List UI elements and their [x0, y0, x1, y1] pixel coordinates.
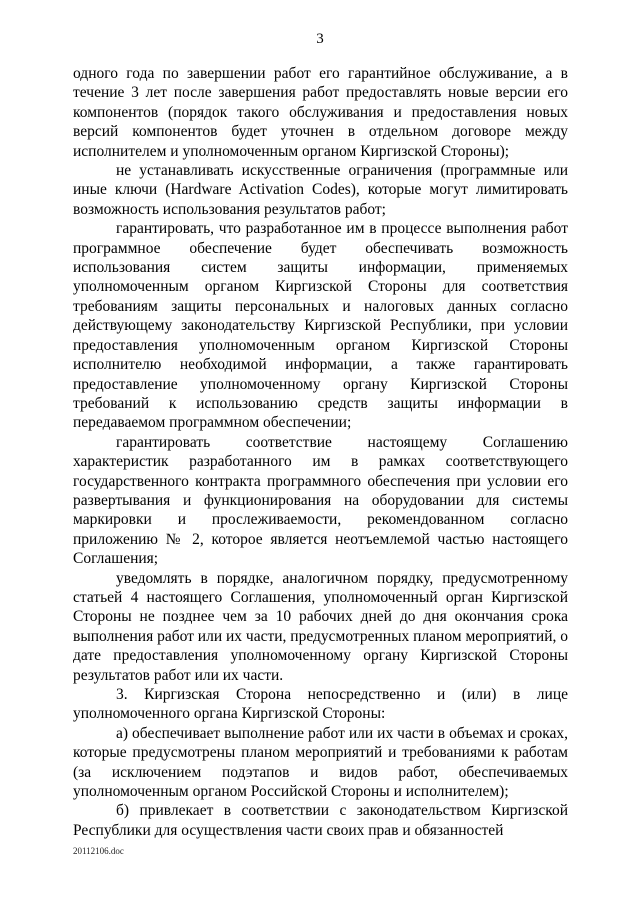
paragraph-continuation: одного года по завершении работ его гарантийное обслуживание, а в течение 3 лет после завершения работ предоставлять новые версии его компонентов (порядок такого обслуживания и предоставления новых версий компонентов будет уточнен в отдельном договоре между исполнителем и уполномоченным органом Киргизской Стороны); [73, 65, 568, 160]
paragraph-no-restrictions: не устанавливать искусственные ограничения (программные или иные ключи (Hardware Activation Codes), которые могут лимитировать возможность использования результатов работ; [73, 162, 568, 218]
page-number: 3 [316, 31, 324, 47]
paragraph-clause-3a: а) обеспечивает выполнение работ или их части в объемах и сроках, которые предусмотрены планом мероприятий и требованиями к работам (за исключением подэтапов и видов работ, обеспечиваемых уполномоченным органом Российской Стороны и исполнителем); [73, 724, 568, 801]
paragraph-clause-3: 3. Киргизская Сторона непосредственно и (или) в лице уполномоченного органа Киргизской Стороны: [73, 686, 568, 723]
paragraph-clause-3b: б) привлекает в соответствии с законодательством Киргизской Республики для осуществления части своих прав и обязанностей [73, 802, 568, 839]
paragraph-conformance-guarantee: гарантировать соответствие настоящему Соглашению характеристик разработанного им в рамках соответствующего государственного контракта программного обеспечения при условии его развертывания и функционирования на оборудовании для системы маркировки и прослеживаемости, рекомендованном согласно приложению № 2, которое является неотъемлемой частью настоящего Соглашения; [73, 433, 568, 568]
footer-filename: 20112106.doc [73, 846, 124, 856]
paragraph-notification: уведомлять в порядке, аналогичном порядку, предусмотренному статьей 4 настоящего Соглашения, уполномоченный орган Киргизской Стороны не позднее чем за 10 рабочих дней до дня окончания срока выполнения работ или их части, предусмотренных планом мероприятий, о дате предоставления уполномоченному органу Киргизской Стороны результатов работ или их части. [73, 569, 568, 684]
paragraph-security-guarantee: гарантировать, что разработанное им в процессе выполнения работ программное обеспечение будет обеспечивать возможность использования систем защиты информации, применяемых уполномоченным органом Киргизской Стороны для соответствия требованиям защиты персональных и налоговых данных согласно действующему законодательству Киргизской Республики, при условии предоставления уполномоченным органом Киргизской Стороны исполнителю необходимой информации, а также гарантировать предоставление уполномоченному органу Киргизской Стороны требований к использованию средств защиты информации в передаваемом программном обеспечении; [73, 220, 568, 432]
document-body [73, 64, 568, 840]
